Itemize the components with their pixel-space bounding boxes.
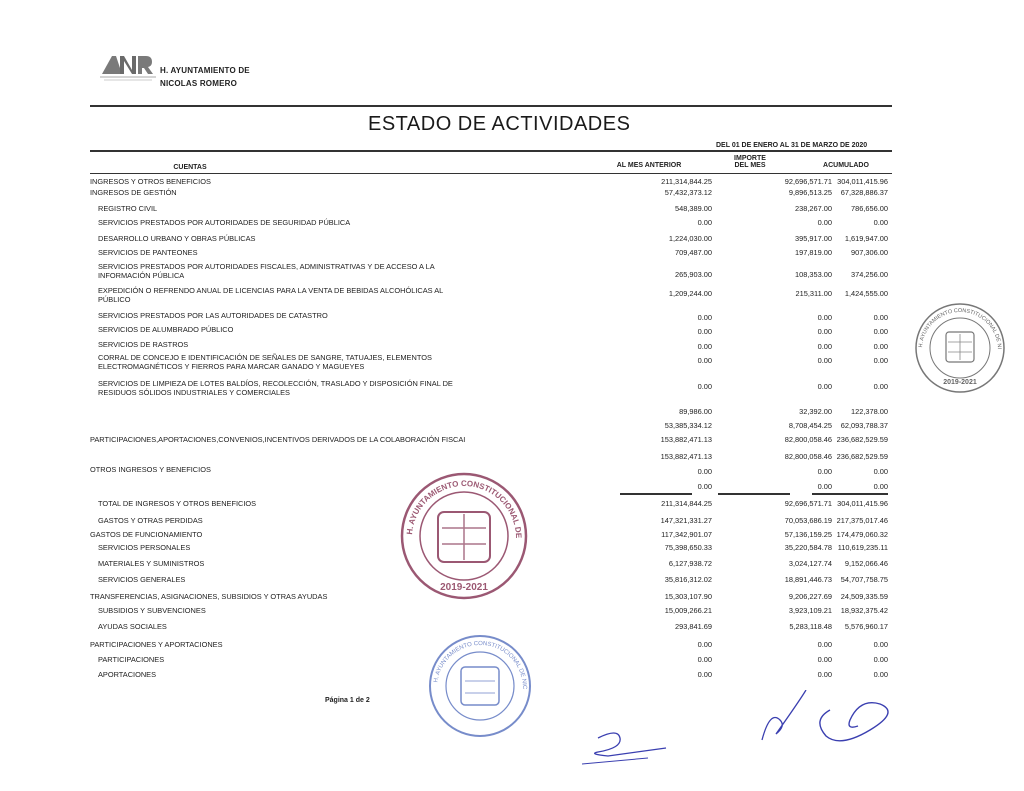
row-label: PARTICIPACIONES Y APORTACIONES xyxy=(90,640,223,649)
row-anterior: 1,209,244.00 xyxy=(668,289,712,298)
row-anterior: 0.00 xyxy=(697,356,712,365)
total-rule xyxy=(620,493,692,495)
row-acumulado: 0.00 xyxy=(873,313,888,322)
row-mes: 215,311.00 xyxy=(795,289,832,298)
row-mes: 0.00 xyxy=(817,356,832,365)
row-acumulado: 1,619,947.00 xyxy=(844,234,888,243)
row-label: SERVICIOS PERSONALES xyxy=(98,543,191,552)
row-label xyxy=(98,286,568,304)
row-label-line2: ELECTROMAGNÉTICOS Y FIERROS PARA MARCAR GANADO Y MAGUEYES xyxy=(98,362,365,371)
row-anterior: 0.00 xyxy=(697,342,712,351)
row-acumulado: 236,682,529.59 xyxy=(836,435,888,444)
row-acumulado: 1,424,555.00 xyxy=(844,289,888,298)
row-acumulado: 122,378.00 xyxy=(851,407,888,416)
row-mes: 0.00 xyxy=(817,342,832,351)
row-anterior: 0.00 xyxy=(697,655,712,664)
row-acumulado: 174,479,060.32 xyxy=(836,530,888,539)
row-label: OTROS INGRESOS Y BENEFICIOS xyxy=(90,465,211,474)
row-anterior: 53,385,334.12 xyxy=(664,421,712,430)
row-anterior: 0.00 xyxy=(697,327,712,336)
row-anterior: 0.00 xyxy=(697,670,712,679)
row-anterior: 35,816,312.02 xyxy=(664,575,712,584)
row-label xyxy=(98,262,568,280)
row-label-line2: RESIDUOS SÓLIDOS INDUSTRIALES Y COMERCIALES xyxy=(98,388,290,397)
row-acumulado: 110,619,235.11 xyxy=(837,543,888,552)
row-mes: 0.00 xyxy=(817,670,832,679)
row-mes: 82,800,058.46 xyxy=(784,435,832,444)
row-acumulado: 0.00 xyxy=(873,327,888,336)
row-acumulado: 786,656.00 xyxy=(851,204,888,213)
presidencia-seal xyxy=(398,468,530,604)
table-header-rule xyxy=(90,173,892,174)
row-mes: 108,353.00 xyxy=(795,270,832,279)
row-acumulado: 54,707,758.75 xyxy=(840,575,888,584)
row-anterior: 0.00 xyxy=(697,467,712,476)
row-mes: 0.00 xyxy=(817,382,832,391)
col-header-cuentas: CUENTAS xyxy=(173,164,207,171)
row-label: SERVICIOS DE RASTROS xyxy=(98,340,189,349)
row-anterior: 1,224,030.00 xyxy=(668,234,712,243)
page-number: Página 1 de 2 xyxy=(325,697,370,704)
row-anterior: 89,986.00 xyxy=(679,407,712,416)
row-mes: 0.00 xyxy=(817,327,832,336)
row-acumulado: 0.00 xyxy=(873,467,888,476)
row-mes: 82,800,058.46 xyxy=(784,452,832,461)
row-mes: 5,283,118.48 xyxy=(789,622,832,631)
svg-text:2019-2021: 2019-2021 xyxy=(440,582,488,593)
row-mes: 0.00 xyxy=(817,218,832,227)
row-label: SUBSIDIOS Y SUBVENCIONES xyxy=(98,606,206,615)
report-period: DEL 01 DE ENERO AL 31 DE MARZO DE 2020 xyxy=(716,142,868,149)
row-label-line2: INFORMACIÓN PÚBLICA xyxy=(98,271,185,280)
blue-seal xyxy=(425,633,535,739)
row-anterior: 709,487.00 xyxy=(675,248,712,257)
row-acumulado: 236,682,529.59 xyxy=(836,452,888,461)
row-acumulado: 0.00 xyxy=(873,382,888,391)
total-rule xyxy=(718,493,790,495)
row-mes: 9,206,227.69 xyxy=(788,592,832,601)
row-acumulado: 0.00 xyxy=(873,655,888,664)
signature-right xyxy=(750,690,910,760)
col-header-importe-l2: DEL MES xyxy=(734,162,766,169)
row-acumulado: 67,328,886.37 xyxy=(840,188,888,197)
row-mes: 70,053,686.19 xyxy=(784,516,832,525)
row-mes: 57,136,159.25 xyxy=(784,530,832,539)
row-mes: 395,917.00 xyxy=(795,234,832,243)
row-acumulado: 0.00 xyxy=(873,342,888,351)
svg-text:2019-2021: 2019-2021 xyxy=(943,379,977,386)
row-acumulado: 217,375,017.46 xyxy=(836,516,888,525)
row-acumulado: 9,152,066.46 xyxy=(844,559,888,568)
row-mes: 238,267.00 xyxy=(795,204,832,213)
row-label: PARTICIPACIONES,APORTACIONES,CONVENIOS,INCENTIVOS DERIVADOS DE LA COLABORACIÓN FISCAI xyxy=(90,435,466,444)
signature-left xyxy=(578,718,670,772)
row-mes: 8,708,454.25 xyxy=(788,421,832,430)
row-mes: 32,392.00 xyxy=(799,407,832,416)
row-mes: 197,819.00 xyxy=(795,248,832,257)
row-acumulado: 18,932,375.42 xyxy=(840,606,888,615)
org-line-1: H. AYUNTAMIENTO DE xyxy=(160,66,250,75)
row-label: SERVICIOS PRESTADOS POR LAS AUTORIDADES DE CATASTRO xyxy=(98,311,328,320)
row-mes: 0.00 xyxy=(817,467,832,476)
row-acumulado: 5,576,960.17 xyxy=(844,622,888,631)
total-rule xyxy=(812,493,888,495)
row-anterior: 153,882,471.13 xyxy=(660,435,712,444)
row-acumulado: 0.00 xyxy=(873,640,888,649)
row-mes: 9,896,513.25 xyxy=(788,188,832,197)
row-label: TOTAL DE INGRESOS Y OTROS BENEFICIOS xyxy=(98,499,257,508)
table-top-rule xyxy=(90,150,892,152)
row-anterior: 147,321,331.27 xyxy=(660,516,712,525)
row-anterior: 15,303,107.90 xyxy=(664,592,712,601)
row-label: SERVICIOS DE PANTEONES xyxy=(98,248,198,257)
tesoreria-seal xyxy=(912,302,1008,394)
row-acumulado: 0.00 xyxy=(873,482,888,491)
row-label: INGRESOS DE GESTIÓN xyxy=(90,188,177,197)
row-acumulado: 0.00 xyxy=(873,218,888,227)
row-label xyxy=(98,379,568,397)
row-acumulado: 0.00 xyxy=(873,670,888,679)
row-acumulado: 374,256.00 xyxy=(851,270,888,279)
svg-text:H. AYUNTAMIENTO CONSTITUCIONAL: H. AYUNTAMIENTO CONSTITUCIONAL DE xyxy=(405,478,524,539)
row-acumulado: 24,509,335.59 xyxy=(840,592,888,601)
row-anterior: 57,432,373.12 xyxy=(664,188,712,197)
row-mes: 92,696,571.71 xyxy=(784,499,832,508)
row-anterior: 0.00 xyxy=(697,313,712,322)
row-label: GASTOS DE FUNCIONAMIENTO xyxy=(90,530,203,539)
row-label: MATERIALES Y SUMINISTROS xyxy=(98,559,205,568)
row-label-line2: PÚBLICO xyxy=(98,295,131,304)
row-label: PARTICIPACIONES xyxy=(98,655,165,664)
row-label: AYUDAS SOCIALES xyxy=(98,622,167,631)
row-mes: 35,220,584.78 xyxy=(784,543,832,552)
row-label-line1: SERVICIOS DE LIMPIEZA DE LOTES BALDÍOS, RECOLECCIÓN, TRASLADO Y DISPOSICIÓN FINAL DE xyxy=(98,379,453,388)
row-mes: 0.00 xyxy=(817,482,832,491)
row-label: SERVICIOS GENERALES xyxy=(98,575,186,584)
row-acumulado: 0.00 xyxy=(873,356,888,365)
row-label: INGRESOS Y OTROS BENEFICIOS xyxy=(90,177,211,186)
row-acumulado: 907,306.00 xyxy=(851,248,888,257)
row-mes: 92,696,571.71 xyxy=(784,177,832,186)
row-mes: 0.00 xyxy=(817,640,832,649)
row-label-line1: CORRAL DE CONCEJO E IDENTIFICACIÓN DE SEÑALES DE SANGRE, TATUAJES, ELEMENTOS xyxy=(98,353,432,362)
row-mes: 0.00 xyxy=(817,655,832,664)
page-title: ESTADO DE ACTIVIDADES xyxy=(368,113,631,135)
row-label: GASTOS Y OTRAS PERDIDAS xyxy=(98,516,203,525)
row-label xyxy=(98,353,568,371)
row-mes: 0.00 xyxy=(817,313,832,322)
row-label: REGISTRO CIVIL xyxy=(98,204,158,213)
row-acumulado: 62,093,788.37 xyxy=(840,421,888,430)
row-acumulado: 304,011,415.96 xyxy=(837,177,888,186)
row-label-line1: SERVICIOS PRESTADOS POR AUTORIDADES FISCALES, ADMINISTRATIVAS Y DE ACCESO A LA xyxy=(98,262,435,271)
row-anterior: 293,841.69 xyxy=(675,622,712,631)
row-anterior: 211,314,844.25 xyxy=(661,499,712,508)
row-mes: 3,923,109.21 xyxy=(788,606,832,615)
row-anterior: 75,398,650.33 xyxy=(664,543,712,552)
row-anterior: 548,389.00 xyxy=(675,204,712,213)
header-rule xyxy=(90,105,892,107)
row-label: SERVICIOS DE ALUMBRADO PÚBLICO xyxy=(98,325,234,334)
svg-text:H. AYUNTAMIENTO CONSTITUCIONAL: H. AYUNTAMIENTO CONSTITUCIONAL DE NI xyxy=(918,307,1002,350)
row-mes: 3,024,127.74 xyxy=(788,559,832,568)
row-anterior: 6,127,938.72 xyxy=(668,559,712,568)
row-mes: 18,891,446.73 xyxy=(784,575,832,584)
row-label: SERVICIOS PRESTADOS POR AUTORIDADES DE SEGURIDAD PÚBLICA xyxy=(98,218,351,227)
row-acumulado: 304,011,415.96 xyxy=(837,499,888,508)
col-header-acumulado: ACUMULADO xyxy=(823,162,869,169)
row-anterior: 0.00 xyxy=(697,482,712,491)
row-label: TRANSFERENCIAS, ASIGNACIONES, SUBSIDIOS Y OTRAS AYUDAS xyxy=(90,592,328,601)
org-line-2: NICOLAS ROMERO xyxy=(160,79,238,88)
row-anterior: 211,314,844.25 xyxy=(661,177,712,186)
row-anterior: 265,903.00 xyxy=(675,270,712,279)
col-header-anterior: AL MES ANTERIOR xyxy=(616,162,682,169)
row-anterior: 153,882,471.13 xyxy=(660,452,712,461)
col-header-importe-l1: IMPORTE xyxy=(734,155,766,162)
row-label-line1: EXPEDICIÓN O REFRENDO ANUAL DE LICENCIAS PARA LA VENTA DE BEBIDAS ALCOHÓLICAS AL xyxy=(98,286,444,295)
row-anterior: 0.00 xyxy=(697,382,712,391)
row-anterior: 0.00 xyxy=(697,218,712,227)
row-anterior: 117,342,901.07 xyxy=(661,530,712,539)
municipality-logo xyxy=(98,50,158,84)
row-label: DESARROLLO URBANO Y OBRAS PÚBLICAS xyxy=(98,234,256,243)
svg-text:H. AYUNTAMIENTO CONSTITUCIONAL: H. AYUNTAMIENTO CONSTITUCIONAL DE NIC xyxy=(433,640,528,690)
row-anterior: 0.00 xyxy=(697,640,712,649)
col-header-importe xyxy=(720,155,780,169)
row-anterior: 15,009,266.21 xyxy=(664,606,712,615)
row-label: APORTACIONES xyxy=(98,670,157,679)
